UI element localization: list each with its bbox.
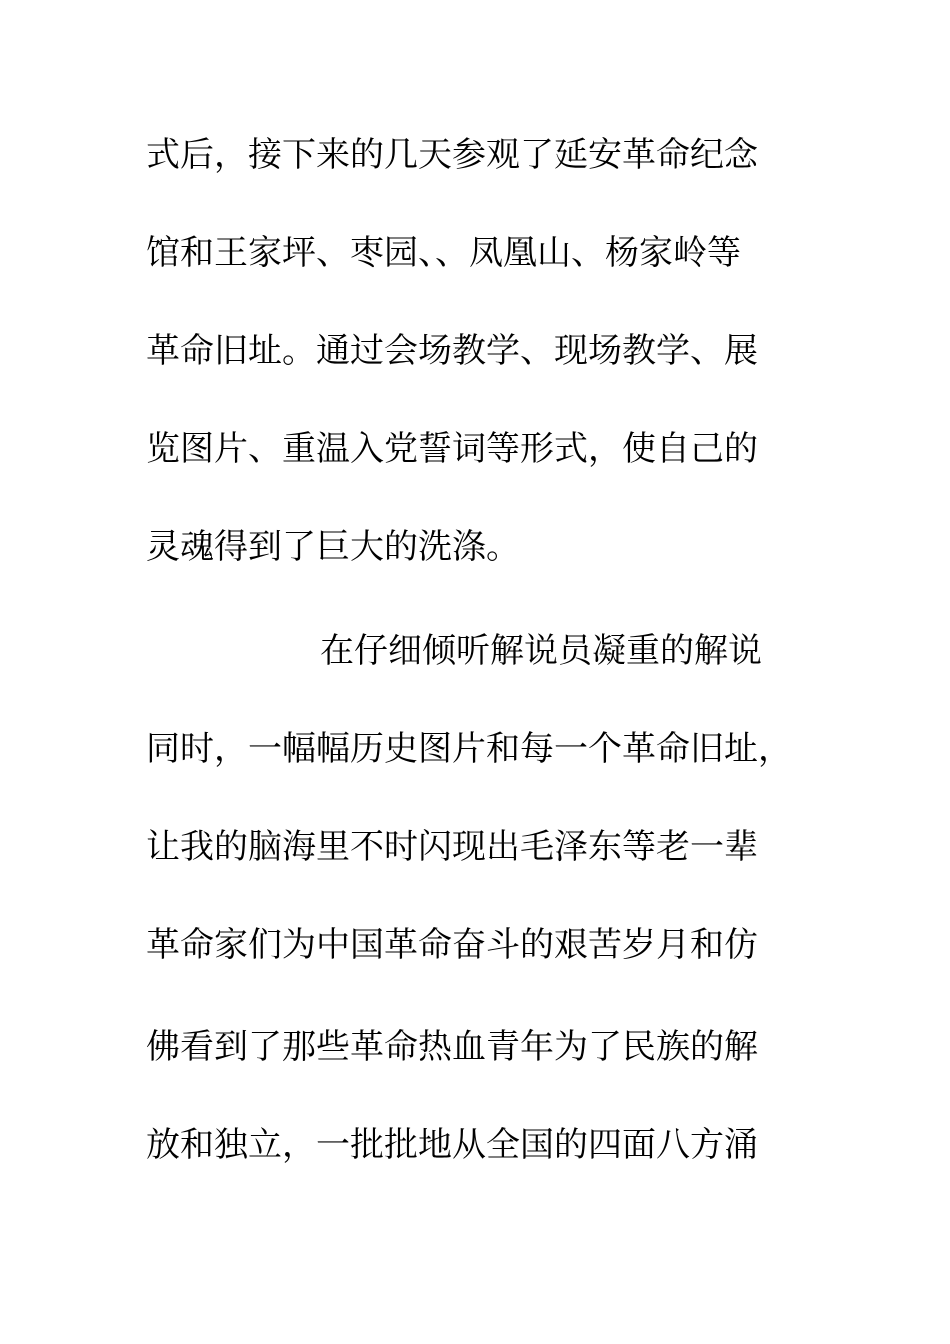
text-line-1: 式后，接下来的几天参观了延安革命纪念 [146, 135, 758, 175]
text-line-4: 览图片、重温入党誓词等形式，使自己的 [146, 429, 758, 469]
paragraph-indented-line: 在仔细倾听解说员凝重的解说 [320, 631, 762, 671]
text-line-7: 同时，一幅幅历史图片和每一个革命旧址， [146, 729, 792, 769]
text-line-3: 革命旧址。通过会场教学、现场教学、展 [146, 331, 758, 371]
text-line-8: 让我的脑海里不时闪现出毛泽东等老一辈 [146, 827, 758, 867]
text-line-11: 放和独立，一批批地从全国的四面八方涌 [146, 1125, 758, 1165]
text-line-10: 佛看到了那些革命热血青年为了民族的解 [146, 1027, 758, 1067]
text-line-9: 革命家们为中国革命奋斗的艰苦岁月和仿 [146, 925, 758, 965]
text-line-2: 馆和王家坪、枣园、、凤凰山、杨家岭等 [146, 233, 741, 273]
text-line-5: 灵魂得到了巨大的洗涤。 [146, 527, 520, 567]
